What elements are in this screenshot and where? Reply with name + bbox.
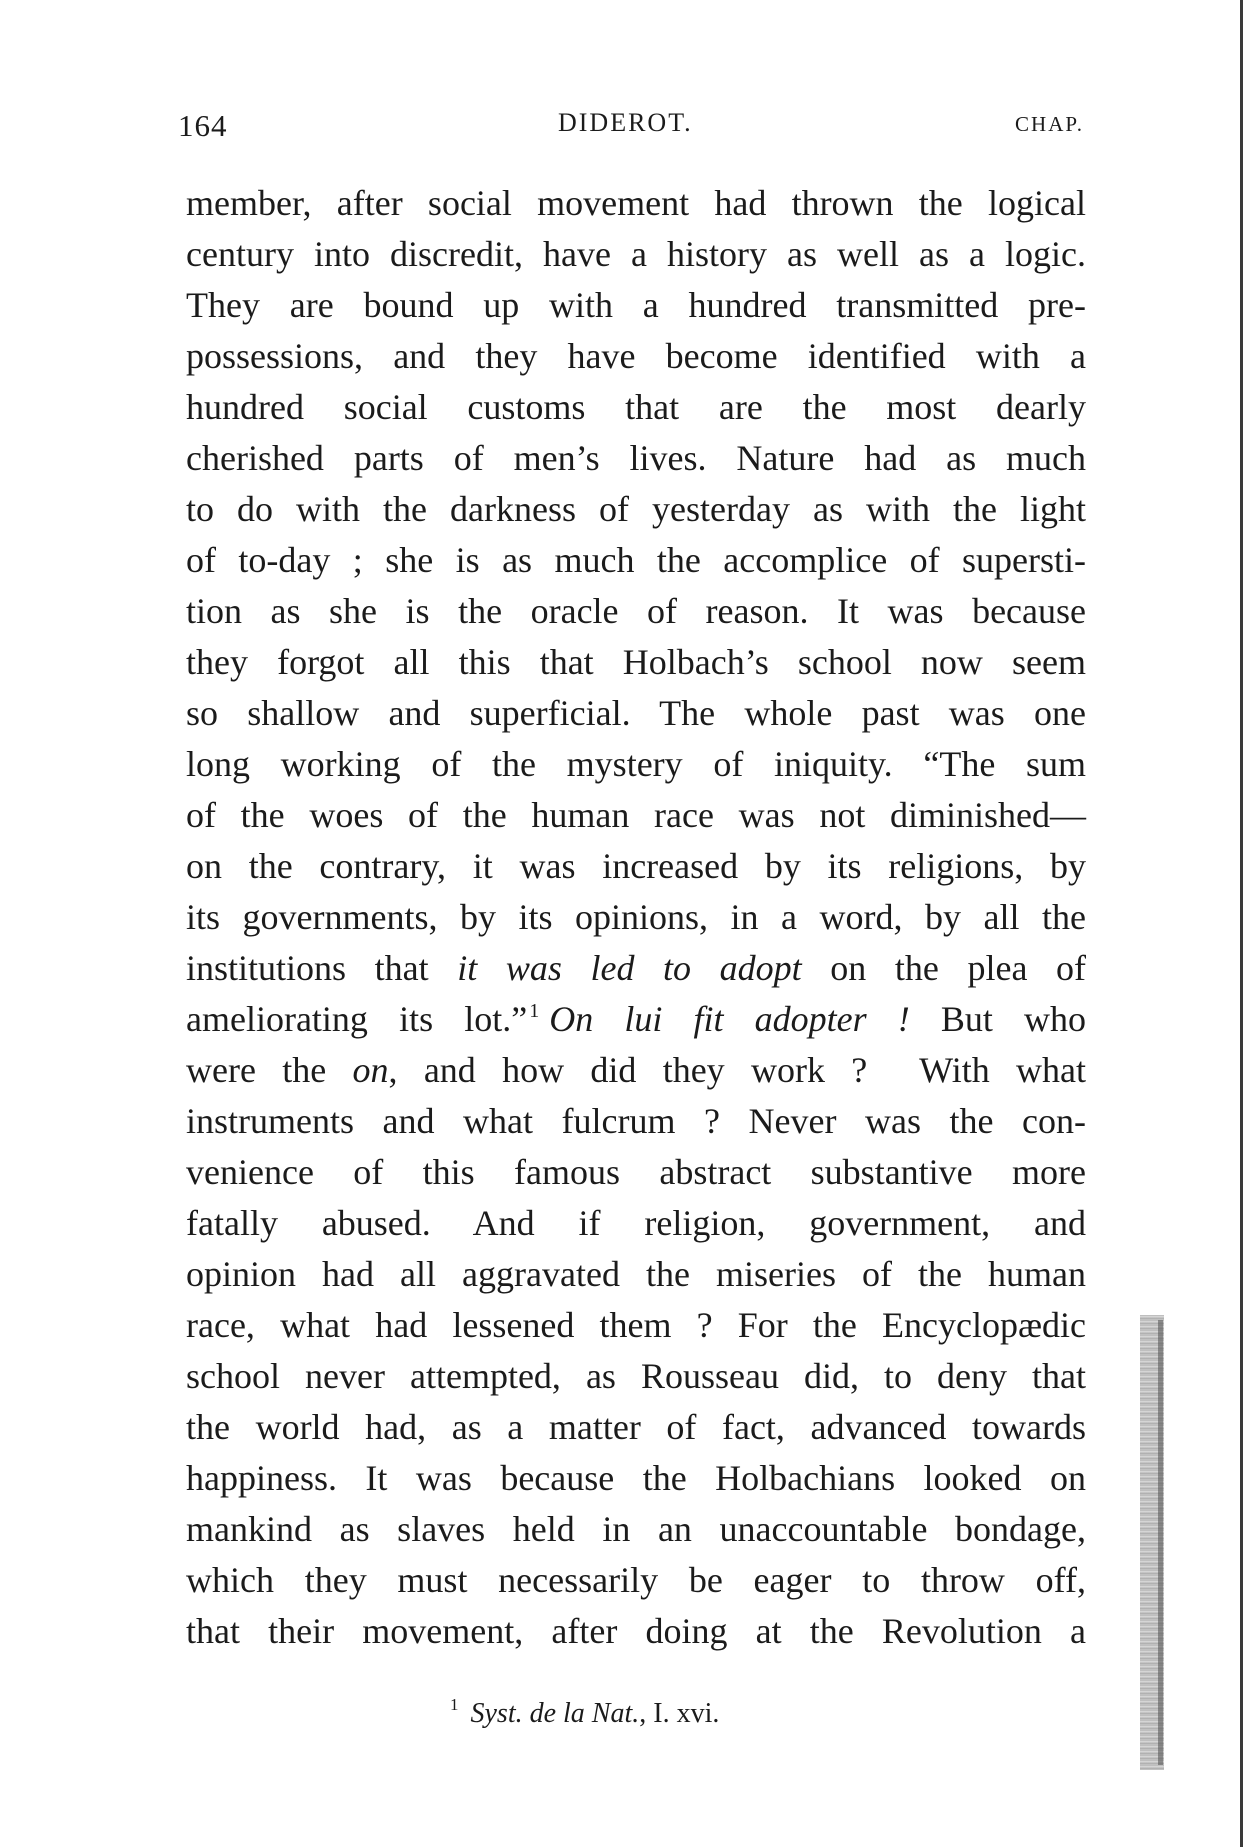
text-segment: were the — [186, 1050, 353, 1090]
text-line: possessions, and they have become identified with a — [186, 336, 1086, 376]
text-line: of to-day ; she is as much the accomplice of supersti- — [186, 540, 1086, 580]
text-line: instruments and what fulcrum ? Never was the con- — [186, 1101, 1086, 1141]
text-line: They are bound up with a hundred transmitted pre- — [186, 285, 1086, 325]
text-line: happiness. It was because the Holbachians looked on — [186, 1458, 1086, 1498]
text-line: century into discredit, have a history as well as a logic. — [186, 234, 1086, 274]
footnote-number: 1 — [450, 1695, 459, 1714]
text-line: that their movement, after doing at the Revolution a — [186, 1611, 1086, 1651]
italic-phrase: On lui fit adopter ! — [549, 999, 910, 1039]
text-segment: ameliorating its lot.” — [186, 999, 528, 1039]
text-segment: institutions that — [186, 948, 458, 988]
text-line: they forgot all this that Holbach’s school now seem — [186, 642, 1086, 682]
text-segment: on the plea of — [801, 948, 1087, 988]
footnote-reference: , I. xvi. — [639, 1698, 720, 1729]
text-line: fatally abused. And if religion, government, and — [186, 1203, 1086, 1243]
italic-phrase: it was led to adopt — [457, 948, 802, 988]
text-segment: , and how did they work ? With what — [388, 1050, 1086, 1090]
text-line: of the woes of the human race was not diminished— — [186, 795, 1086, 835]
italic-word: on — [352, 1050, 389, 1090]
text-line: venience of this famous abstract substantive more — [186, 1152, 1086, 1192]
text-line: so shallow and superficial. The whole past was one — [186, 693, 1086, 733]
text-line: race, what had lessened them ? For the Encyclopædic — [186, 1305, 1086, 1345]
text-segment: But who — [909, 999, 1086, 1039]
text-line-with-footnote — [186, 994, 1086, 1045]
page-edge-line — [1240, 0, 1243, 1847]
text-line: its governments, by its opinions, in a word, by all the — [186, 897, 1086, 937]
text-line: the world had, as a matter of fact, advanced towards — [186, 1407, 1086, 1447]
text-line: to do with the darkness of yesterday as with the light — [186, 489, 1086, 529]
text-line: school never attempted, as Rousseau did, to deny that — [186, 1356, 1086, 1396]
text-line: member, after social movement had thrown the logical — [186, 183, 1086, 223]
text-line: cherished parts of men’s lives. Nature had as much — [186, 438, 1086, 478]
text-line: mankind as slaves held in an unaccountable bondage, — [186, 1509, 1086, 1549]
footnote-source: Syst. de la Nat. — [470, 1698, 640, 1729]
text-line-with-italics — [186, 1045, 1086, 1096]
scan-bleed-shadow — [1158, 1320, 1163, 1765]
footnote-marker: 1 — [529, 1000, 540, 1022]
page-number: 164 — [178, 108, 228, 143]
footnote — [450, 1695, 720, 1730]
text-line-with-italics — [186, 943, 1086, 994]
text-line: opinion had all aggravated the miseries of the human — [186, 1254, 1086, 1294]
text-line: hundred social customs that are the most dearly — [186, 387, 1086, 427]
running-head: DIDEROT. — [558, 108, 693, 137]
text-line: tion as she is the oracle of reason. It was because — [186, 591, 1086, 631]
body-text — [186, 178, 1086, 1657]
text-line: long working of the mystery of iniquity. “The sum — [186, 744, 1086, 784]
text-line: on the contrary, it was increased by its religions, by — [186, 846, 1086, 886]
text-line: which they must necessarily be eager to throw off, — [186, 1560, 1086, 1600]
page-header — [178, 108, 1084, 148]
chapter-mark: CHAP. — [1015, 112, 1084, 136]
